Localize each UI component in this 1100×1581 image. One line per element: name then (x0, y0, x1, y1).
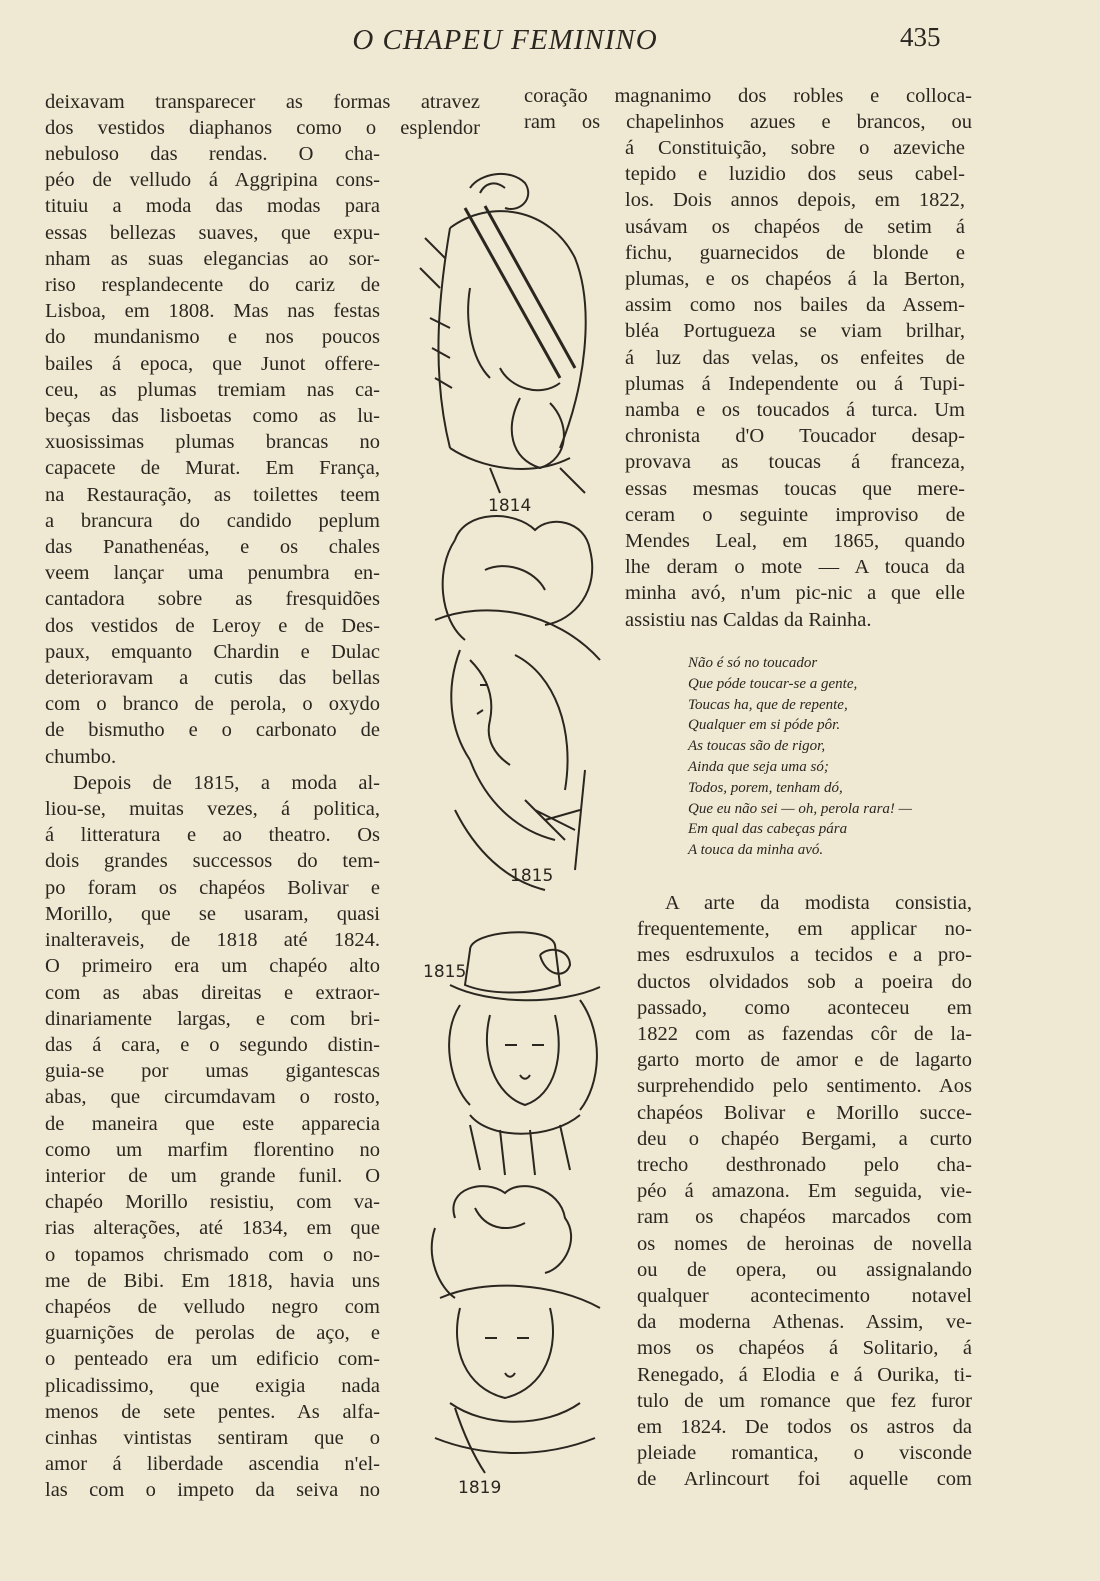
text-line: ceu, as plumas tremiam nas ca- (45, 378, 380, 401)
text-line: com o branco de perola, o oxydo (45, 693, 380, 716)
text-line: garto morto de amor e de lagarto (637, 1049, 972, 1072)
page-number: 435 (900, 22, 941, 52)
text-line: veem lançar uma penumbra en- (45, 562, 380, 585)
text-line: essas mesmas toucas que mere- (625, 477, 965, 500)
text-line: namba e os toucados á turca. Um (625, 399, 965, 422)
hat-illustration-1819 (415, 1178, 615, 1478)
text-line: me de Bibi. Em 1818, havia uns (45, 1269, 380, 1292)
text-line: das Panathenéas, e os chales (45, 536, 380, 559)
text-line: riso resplandecente do cariz de (45, 274, 380, 297)
text-line: las com o impeto da seiva no (45, 1479, 380, 1502)
text-line: com as abas direitas e extraor- (45, 981, 380, 1004)
text-line: essas bellezas suaves, que expu- (45, 221, 380, 244)
text-line: ceram o seguinte improviso de (625, 503, 965, 526)
text-line: á luz das velas, os enfeites de (625, 346, 965, 369)
text-line: mos os chapéos á Solitario, á (637, 1337, 972, 1360)
poem-line: As toucas são de rigor, (688, 738, 826, 755)
text-line: passado, como aconteceu em (637, 996, 972, 1019)
text-line: menos de sete pentes. As alfa- (45, 1400, 380, 1423)
text-line: O primeiro era um chapéo alto (45, 955, 380, 978)
text-line: trecho desthronado pelo cha- (637, 1154, 972, 1177)
text-line: Lisboa, em 1808. Mas nas festas (45, 300, 380, 323)
text-line: beças das lisboetas como as lu- (45, 405, 380, 428)
text-line: interior de um grande funil. O (45, 1164, 380, 1187)
poem-line: Não é só no toucador (688, 655, 818, 671)
text-line: ou de opera, ou assignalando (637, 1258, 972, 1281)
text-line: cinhas vintistas sentiram que o (45, 1426, 380, 1449)
text-line: bailes á epoca, que Junot offere- (45, 352, 380, 375)
text-line: a brancura do candido peplum (45, 509, 380, 532)
running-header-title: O CHAPEU FEMININO (352, 24, 658, 56)
text-line: do mundanismo e nos poucos (45, 326, 380, 349)
text-line: liou-se, muitas vezes, á politica, (45, 798, 380, 821)
hat-illustration-1815-tophat (440, 925, 610, 1180)
text-line: xuosissimas plumas brancas no (45, 431, 380, 454)
text-line: paux, emquanto Chardin e Dulac (45, 640, 380, 663)
text-line: á Constituição, sobre o azeviche (625, 137, 965, 159)
text-line: nham as suas elegancias ao sor- (45, 247, 380, 270)
text-line: cantadora sobre as fresquidões (45, 588, 380, 611)
left-column-narrow-text (45, 141, 380, 1504)
text-line: das á cara, e o segundo distin- (45, 1033, 380, 1056)
hat-illustration-1814 (410, 168, 610, 498)
text-line: amor á liberdade ascendia n'el- (45, 1453, 380, 1476)
left-column-wide-text (45, 89, 480, 141)
illustration-year-caption: 1819 (458, 1478, 502, 1498)
text-line: guarnições de perolas de aço, e (45, 1322, 380, 1345)
text-line: 1822 com as fazendas côr de la- (637, 1023, 972, 1046)
text-line: Depois de 1815, a moda al- (73, 771, 380, 794)
text-line: pleiade romantica, o visconde (637, 1442, 972, 1465)
text-line: provava as toucas á franceza, (625, 451, 965, 474)
poem-line: Todos, porem, tenham dó, (688, 779, 843, 796)
text-line: plumas á Independente ou á Tupi- (625, 372, 965, 395)
text-line: deu o chapéo Bergami, a curto (637, 1127, 972, 1150)
text-line: de maneira que este apparecia (45, 1112, 380, 1135)
text-line: na Restauração, as toilettes teem (45, 483, 380, 506)
poem-line: Que póde toucar-se a gente, (688, 675, 858, 692)
text-line: dos vestidos de Leroy e de Des- (45, 614, 380, 637)
text-line: capacete de Murat. Em França, (45, 457, 380, 480)
text-line: Mendes Leal, em 1865, quando (625, 530, 965, 553)
poem-verse (688, 653, 948, 861)
text-line: chronista d'O Toucador desap- (625, 425, 965, 448)
text-line: usávam os chapéos de setim á (625, 215, 965, 238)
text-line: ram os chapelinhos azues e brancos, ou (524, 111, 972, 134)
illustration-year-caption: 1815 (423, 962, 467, 982)
text-line: á litteratura e ao theatro. Os (45, 824, 380, 847)
text-line: rias alterações, até 1834, em que (45, 1217, 380, 1240)
text-line: os nomes de heroinas de novella (637, 1232, 972, 1255)
text-line: ram os chapéos marcados com (637, 1206, 972, 1229)
text-line: nebuloso das rendas. O cha- (45, 143, 380, 165)
text-line: tulo de um romance que fez furor (637, 1389, 972, 1412)
text-line: dois grandes successos do tem- (45, 850, 380, 873)
text-line: Morillo, que se usaram, quasi (45, 902, 380, 925)
text-line: coração magnanimo dos robles e colloca- (524, 85, 972, 107)
text-line: como um marfim florentino no (45, 1138, 380, 1161)
text-line: fichu, guarnecidos de blonde e (625, 241, 965, 264)
text-line: plumas, e os chapéos á la Berton, (625, 268, 965, 291)
paragraph-end-line: assistiu nas Caldas da Rainha. (625, 608, 872, 631)
poem-line: Toucas ha, que de repente, (688, 696, 848, 713)
hat-illustration-1815-bonnet (425, 510, 615, 900)
text-line: em 1824. De todos os astros da (637, 1416, 972, 1439)
text-line: mes esdruxulos a tecidos e a pro- (637, 944, 972, 967)
text-line: Renegado, á Elodia e á Ourika, ti- (637, 1363, 972, 1386)
text-line: deterioravam a cutis das bellas (45, 667, 380, 690)
text-line: minha avó, n'um pic-nic a que elle (625, 582, 965, 605)
illustration-year-caption: 1815 (510, 866, 554, 886)
poem-line: Ainda que seja uma só; (688, 758, 829, 775)
right-column-wide-text (524, 83, 972, 135)
text-line: deixavam transparecer as formas atravez (45, 91, 480, 113)
poem-line: Que eu não sei — oh, perola rara! — (688, 800, 913, 817)
text-line: chapéos Bolivar e Morillo succe- (637, 1101, 972, 1124)
text-line: tituiu a moda das modas para (45, 195, 380, 218)
text-line: dos vestidos diaphanos como o esplendor (45, 117, 480, 140)
text-line: chapéos de velludo negro com (45, 1295, 380, 1318)
text-line: plicadissimo, que exigia nada (45, 1374, 380, 1397)
text-line: tepido e luzidio dos seus cabel- (625, 163, 965, 186)
right-column-lower-text (637, 890, 972, 1493)
text-line: de Arlincourt foi aquelle com (637, 1468, 972, 1491)
paragraph-end-line: chumbo. (45, 745, 117, 768)
text-line: ductos olvidados sob a poeira do (637, 970, 972, 993)
text-line: surprehendido pelo sentimento. Aos (637, 1075, 972, 1098)
text-line: abas, que circumdavam o rosto, (45, 1086, 380, 1109)
text-line: qualquer acontecimento notavel (637, 1285, 972, 1308)
text-line: dinariamente largas, e com bri- (45, 1007, 380, 1030)
text-line: de bismutho e o carbonato de (45, 719, 380, 742)
text-line: inalteraveis, de 1818 até 1824. (45, 929, 380, 952)
text-line: po foram os chapéos Bolivar e (45, 876, 380, 899)
text-line: o topamos chrismado com o no- (45, 1243, 380, 1266)
text-line: bléa Portugueza se viam brilhar, (625, 320, 965, 343)
text-line: guia-se por umas gigantescas (45, 1060, 380, 1083)
text-line: chapéo Morillo resistiu, com va- (45, 1191, 380, 1214)
text-line: péo de velludo á Aggripina cons- (45, 169, 380, 192)
text-line: frequentemente, em applicar no- (637, 918, 972, 941)
poem-line: Em qual das cabeças pára (688, 821, 848, 838)
poem-line: Qualquer em si póde pôr. (688, 717, 841, 734)
text-line: A arte da modista consistia, (665, 892, 972, 914)
text-line: o penteado era um edificio com- (45, 1348, 380, 1371)
text-line: lhe deram o mote — A touca da (625, 556, 965, 579)
poem-line: A touca da minha avó. (688, 842, 824, 859)
text-line: péo á amazona. Em seguida, vie- (637, 1180, 972, 1203)
illustration-year-caption: 1814 (488, 496, 532, 516)
text-line: assim como nos bailes da Assem- (625, 294, 965, 317)
right-column-narrow-text (625, 135, 965, 633)
text-line: da moderna Athenas. Assim, ve- (637, 1311, 972, 1334)
text-line: los. Dois annos depois, em 1822, (625, 189, 965, 212)
